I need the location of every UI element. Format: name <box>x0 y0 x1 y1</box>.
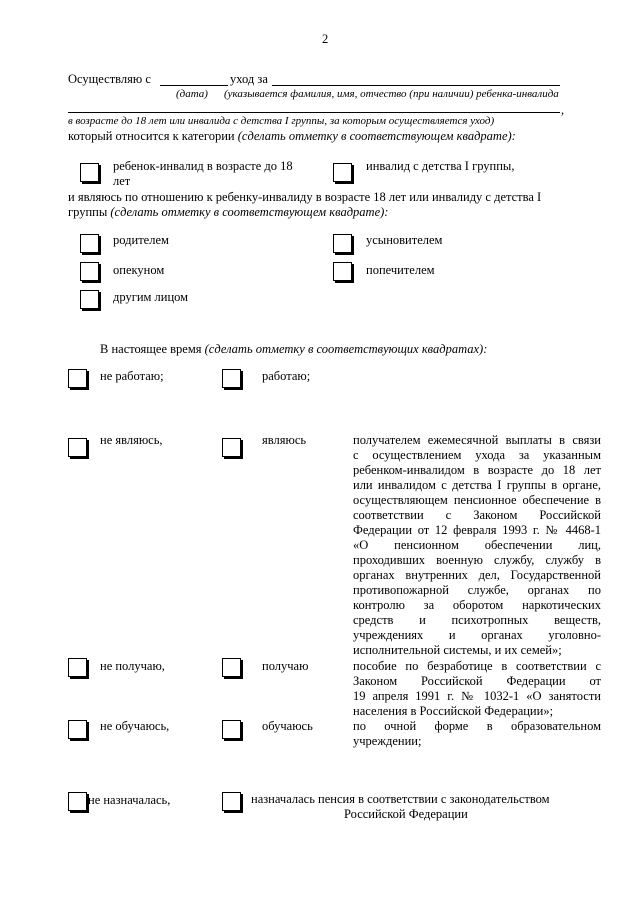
provide-care-label: Осуществляю с <box>68 72 151 86</box>
benefit-line: Законом Российской Федерации от <box>353 674 601 688</box>
receiving-label: получаю <box>262 659 309 673</box>
relation-group-word: группы <box>68 205 108 219</box>
assigned-word: назначалась <box>251 792 315 806</box>
category-label: который относится к категории <box>68 129 235 143</box>
recipient-description <box>353 433 601 658</box>
other-person-label: другим лицом <box>113 290 189 304</box>
assigned-label <box>251 792 550 807</box>
benefit-line: пособие по безработице в соответствии с <box>353 659 601 673</box>
working-label: работаю; <box>262 369 311 383</box>
checkbox-other-person[interactable] <box>80 290 99 309</box>
status-intro-hint: (сделать отметку в соответствующих квадратах): <box>204 342 488 356</box>
checkbox-child-under-18[interactable] <box>80 163 99 182</box>
recipient-line: исполнительной системы, и их семей»; <box>353 643 562 657</box>
checkbox-not-recipient[interactable] <box>68 438 87 457</box>
relation-hint: (сделать отметку в соответствующем квадрате): <box>110 205 389 219</box>
not-studying-label: не обучаюсь, <box>100 719 170 733</box>
study-line: учреждении; <box>353 734 422 748</box>
checkbox-adoptive-parent[interactable] <box>333 234 352 253</box>
checkbox-studying[interactable] <box>222 720 241 739</box>
recipient-line: осуществляющем пенсионное обеспечение в <box>353 493 601 507</box>
checkbox-recipient[interactable] <box>222 438 241 457</box>
recipient-line: Федерации от 12 февраля 1993 г. № 4468-1 <box>353 523 601 537</box>
category-hint: (сделать отметку в соответствующем квадрате): <box>237 129 516 143</box>
study-description <box>353 719 601 749</box>
guardian-label: опекуном <box>113 263 165 277</box>
recipient-line: контролю за оборотом наркотических <box>353 598 601 612</box>
checkbox-not-studying[interactable] <box>68 720 87 739</box>
care-for-label: уход за <box>230 72 268 86</box>
status-intro-label: В настоящее время <box>100 342 202 356</box>
checkbox-parent[interactable] <box>80 234 99 253</box>
relation-text-2 <box>68 205 388 220</box>
comma: , <box>561 103 565 117</box>
not-working-label: не работаю; <box>100 369 164 383</box>
category-text <box>68 129 516 144</box>
trustee-label: попечителем <box>366 263 435 277</box>
recipient-line: органах внутренних дел, Государственной <box>353 568 601 582</box>
pension-text-2: Российской Федерации <box>344 807 468 821</box>
recipient-line: противопожарной службе, органах по <box>353 583 601 597</box>
checkbox-trustee[interactable] <box>333 262 352 281</box>
study-line: по очной форме в образовательном <box>353 719 601 733</box>
checkbox-working[interactable] <box>222 369 241 388</box>
adoptive-parent-label: усыновителем <box>366 233 443 247</box>
being-label: являюсь <box>262 433 307 447</box>
recipient-line: «О пенсионном обеспечении лиц, <box>353 538 601 552</box>
date-input-line[interactable] <box>160 85 228 86</box>
name-hint: (указывается фамилия, имя, отчество (при наличии) ребенка-инвалида <box>224 88 559 100</box>
checkbox-not-receiving[interactable] <box>68 658 87 677</box>
relation-text: и являюсь по отношению к ребенку-инвалиду в возрасте 18 лет или инвалиду с детства I <box>68 190 542 204</box>
benefit-description <box>353 659 601 719</box>
checkbox-not-assigned[interactable] <box>68 792 87 811</box>
benefit-line: населения в Российской Федерации»; <box>353 704 554 718</box>
name-input-line[interactable] <box>272 85 560 86</box>
benefit-line: 19 апреля 1991 г. № 1032-1 «О занятости <box>353 689 601 703</box>
name-hint-2: в возрасте до 18 лет или инвалида с детства I группы, за которым осуществляется уход) <box>68 115 495 127</box>
checkbox-assigned[interactable] <box>222 792 241 811</box>
studying-label: обучаюсь <box>262 719 313 733</box>
child-under-18-label-2: лет <box>113 174 131 188</box>
recipient-line: средств и психотропных веществ, <box>353 613 601 627</box>
recipient-line: соответствии с Законом Российской <box>353 508 601 522</box>
not-receiving-label: не получаю, <box>100 659 165 673</box>
checkbox-disabled-since-childhood[interactable] <box>333 163 352 182</box>
date-hint: (дата) <box>176 88 208 100</box>
pension-text: пенсия в соответствии с законодательством <box>318 792 550 806</box>
parent-label: родителем <box>113 233 169 247</box>
not-being-label: не являюсь, <box>100 433 163 447</box>
recipient-line: получателем ежемесячной выплаты в связи <box>353 433 601 447</box>
recipient-line: учреждениях и органах уголовно- <box>353 628 601 642</box>
recipient-line: с осуществлением ухода за указанным <box>353 448 601 462</box>
recipient-line: проходивших военную службу, службу в <box>353 553 601 567</box>
checkbox-receiving[interactable] <box>222 658 241 677</box>
recipient-line: ребенком-инвалидом в возрасте до 18 лет <box>353 463 601 477</box>
page-number: 2 <box>322 32 329 46</box>
disabled-since-childhood-label: инвалид с детства I группы, <box>366 159 515 173</box>
child-under-18-label: ребенок-инвалид в возрасте до 18 <box>113 159 293 173</box>
not-assigned-label: не назначалась, <box>88 793 171 807</box>
checkbox-guardian[interactable] <box>80 262 99 281</box>
name-input-line-2[interactable] <box>68 112 560 113</box>
recipient-line: или инвалидом с детства I группы в органе, <box>353 478 601 492</box>
checkbox-not-working[interactable] <box>68 369 87 388</box>
status-intro <box>100 342 487 357</box>
